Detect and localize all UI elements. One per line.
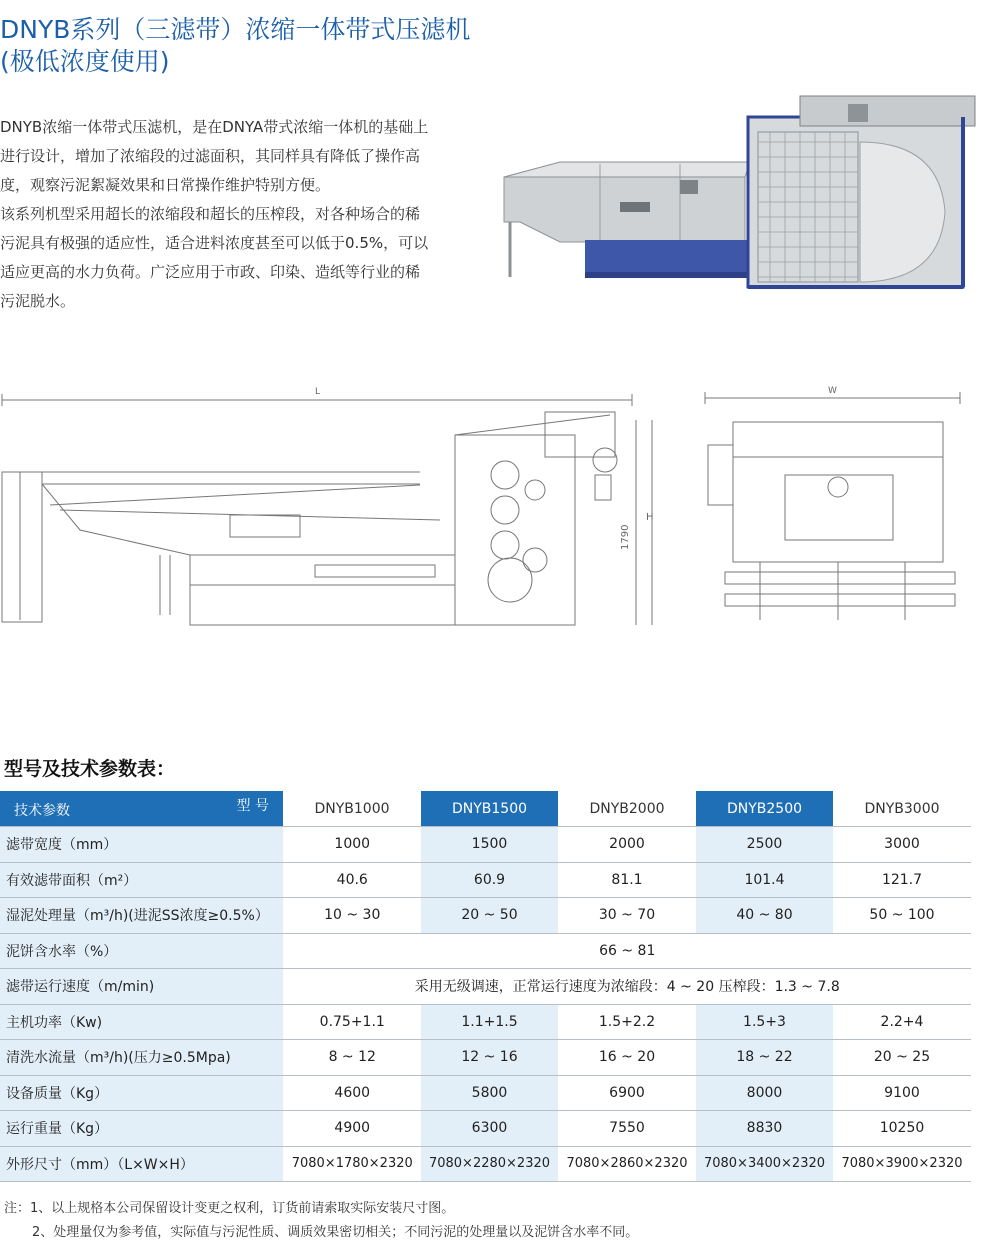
table-cell: 12 ~ 16 bbox=[421, 1040, 558, 1076]
spec-table bbox=[0, 791, 971, 1182]
table-row bbox=[0, 898, 971, 934]
table-header-row bbox=[0, 791, 971, 827]
title-line-2: (极低浓度使用) bbox=[0, 47, 170, 76]
table-cell: 4600 bbox=[283, 1075, 421, 1111]
title-line-1: DNYB系列（三滤带）浓缩一体带式压滤机 bbox=[0, 15, 471, 44]
model-header: DNYB1000 bbox=[283, 791, 421, 827]
table-cell: 7550 bbox=[558, 1111, 696, 1147]
table-cell: 60.9 bbox=[421, 862, 558, 898]
corner-model-label: 型 号 bbox=[236, 798, 269, 814]
row-label: 运行重量（Kg） bbox=[0, 1111, 283, 1147]
table-row bbox=[0, 1004, 971, 1040]
table-cell: 7080×2860×2320 bbox=[558, 1146, 696, 1182]
table-cell: 30 ~ 70 bbox=[558, 898, 696, 934]
row-label: 有效滤带面积（m²） bbox=[0, 862, 283, 898]
table-cell: 7080×3900×2320 bbox=[833, 1146, 971, 1182]
dim-label-1790: 1790 bbox=[620, 524, 631, 550]
model-header: DNYB3000 bbox=[833, 791, 971, 827]
table-cell: 9100 bbox=[833, 1075, 971, 1111]
dim-label-W: W bbox=[828, 386, 837, 396]
table-row bbox=[0, 933, 971, 969]
table-cell: 1000 bbox=[283, 827, 421, 863]
model-header: DNYB2000 bbox=[558, 791, 696, 827]
table-cell: 1.1+1.5 bbox=[421, 1004, 558, 1040]
table-cell: 16 ~ 20 bbox=[558, 1040, 696, 1076]
intro-line: 度，观察污泥絮凝效果和日常操作维护特别方便。 bbox=[0, 176, 331, 194]
technical-drawing bbox=[0, 380, 1000, 640]
table-title: 型号及技术参数表： bbox=[4, 758, 176, 780]
table-cell: 20 ~ 25 bbox=[833, 1040, 971, 1076]
table-cell: 7080×3400×2320 bbox=[696, 1146, 833, 1182]
table-cell: 0.75+1.1 bbox=[283, 1004, 421, 1040]
table-cell: 8830 bbox=[696, 1111, 833, 1147]
table-row bbox=[0, 862, 971, 898]
table-cell: 40 ~ 80 bbox=[696, 898, 833, 934]
corner-param-label: 技术参数 bbox=[14, 803, 70, 819]
page-title bbox=[0, 14, 470, 78]
table-cell: 81.1 bbox=[558, 862, 696, 898]
footnotes bbox=[4, 1197, 638, 1245]
table-cell: 10250 bbox=[833, 1111, 971, 1147]
table-cell: 7080×2280×2320 bbox=[421, 1146, 558, 1182]
dim-label-H: H bbox=[646, 512, 654, 523]
intro-line: 进行设计，增加了浓缩段的过滤面积，其同样具有降低了操作高 bbox=[0, 147, 421, 165]
table-cell: 2000 bbox=[558, 827, 696, 863]
intro-line: 污泥脱水。 bbox=[0, 292, 76, 310]
model-header: DNYB1500 bbox=[421, 791, 558, 827]
table-cell: 3000 bbox=[833, 827, 971, 863]
table-cell: 40.6 bbox=[283, 862, 421, 898]
row-label: 湿泥处理量（m³/h)(进泥SS浓度≥0.5%） bbox=[0, 898, 283, 934]
table-cell: 6900 bbox=[558, 1075, 696, 1111]
table-cell: 4900 bbox=[283, 1111, 421, 1147]
table-cell: 8000 bbox=[696, 1075, 833, 1111]
intro-line: 适应更高的水力负荷。广泛应用于市政、印染、造纸等行业的稀 bbox=[0, 263, 421, 281]
intro-line: DNYB浓缩一体带式压滤机，是在DNYA带式浓缩一体机的基础上 bbox=[0, 118, 429, 136]
table-cell: 2.2+4 bbox=[833, 1004, 971, 1040]
row-label: 外形尺寸（mm）（L×W×H） bbox=[0, 1146, 283, 1182]
table-cell: 7080×1780×2320 bbox=[283, 1146, 421, 1182]
table-cell: 101.4 bbox=[696, 862, 833, 898]
table-cell-merged: 采用无级调速，正常运行速度为浓缩段：4 ~ 20 压榨段：1.3 ~ 7.8 bbox=[283, 969, 971, 1005]
table-row bbox=[0, 1075, 971, 1111]
row-label: 设备质量（Kg） bbox=[0, 1075, 283, 1111]
machine-photo bbox=[500, 82, 992, 297]
row-label: 滤带运行速度（m/min) bbox=[0, 969, 283, 1005]
table-cell: 2500 bbox=[696, 827, 833, 863]
table-cell: 10 ~ 30 bbox=[283, 898, 421, 934]
row-label: 主机功率（Kw) bbox=[0, 1004, 283, 1040]
table-cell: 6300 bbox=[421, 1111, 558, 1147]
table-cell: 5800 bbox=[421, 1075, 558, 1111]
footnote-2: 2、处理量仅为参考值，实际值与污泥性质、调质效果密切相关；不同污泥的处理量以及泥饼含水率不同。 bbox=[32, 1225, 639, 1240]
table-cell: 1.5+2.2 bbox=[558, 1004, 696, 1040]
table-row bbox=[0, 969, 971, 1005]
table-row bbox=[0, 1146, 971, 1182]
table-cell: 18 ~ 22 bbox=[696, 1040, 833, 1076]
table-corner-cell bbox=[0, 791, 283, 827]
table-row bbox=[0, 827, 971, 863]
table-row bbox=[0, 1040, 971, 1076]
intro-line: 污泥具有极强的适应性，适合进料浓度甚至可以低于0.5%，可以 bbox=[0, 234, 429, 252]
row-label: 清洗水流量（m³/h)(压力≥0.5Mpa) bbox=[0, 1040, 283, 1076]
dim-label-L: L bbox=[315, 387, 321, 397]
table-cell: 1500 bbox=[421, 827, 558, 863]
table-cell: 121.7 bbox=[833, 862, 971, 898]
table-cell: 50 ~ 100 bbox=[833, 898, 971, 934]
intro-line: 该系列机型采用超长的浓缩段和超长的压榨段，对各种场合的稀 bbox=[0, 205, 421, 223]
table-row bbox=[0, 1111, 971, 1147]
intro-paragraph bbox=[0, 113, 480, 316]
table-cell: 8 ~ 12 bbox=[283, 1040, 421, 1076]
table-cell: 20 ~ 50 bbox=[421, 898, 558, 934]
table-cell: 1.5+3 bbox=[696, 1004, 833, 1040]
model-header: DNYB2500 bbox=[696, 791, 833, 827]
row-label: 滤带宽度（mm） bbox=[0, 827, 283, 863]
row-label: 泥饼含水率（%） bbox=[0, 933, 283, 969]
table-cell-merged: 66 ~ 81 bbox=[283, 933, 971, 969]
footnote-1: 注：1、以上规格本公司保留设计变更之权利，订货前请索取实际安装尺寸图。 bbox=[4, 1201, 455, 1216]
